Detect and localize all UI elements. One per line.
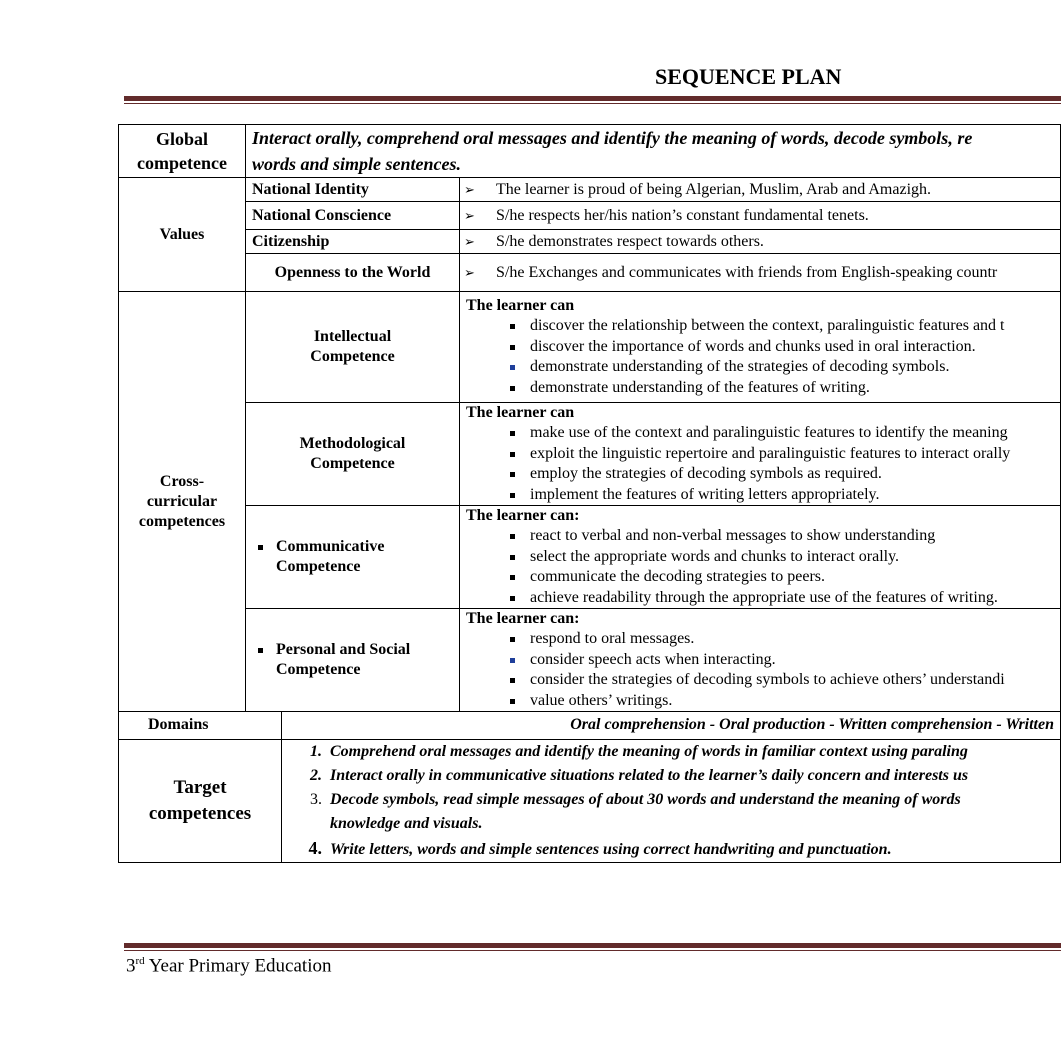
header-rule — [124, 96, 1061, 101]
target-row — [119, 739, 1061, 862]
learner-can-lead: The learner can — [466, 297, 575, 314]
competence-details — [460, 292, 1061, 403]
value-name: National Conscience — [246, 202, 460, 230]
cross-row — [119, 506, 1061, 609]
competence-name — [246, 506, 460, 609]
global-competence-row — [119, 125, 1061, 178]
competence-name: Intellectual Competence — [246, 292, 460, 403]
value-desc: S/he Exchanges and communicates with friends from English-speaking countr — [496, 263, 998, 281]
competence-details — [460, 506, 1061, 609]
list-item: consider speech acts when interacting. — [506, 650, 1054, 671]
domains-target-table — [118, 712, 1061, 863]
list-item: achieve readability through the appropriate use of the features of writing. — [506, 588, 1054, 609]
sequence-plan-table — [118, 124, 1061, 712]
competence-name-text: Communicative Competence — [276, 538, 385, 575]
list-item: discover the relationship between the context, paralinguistic features and t — [506, 316, 1054, 337]
item-number: 3. — [310, 790, 322, 808]
value-desc: The learner is proud of being Algerian, Muslim, Arab and Amazigh. — [496, 180, 932, 198]
competence-details — [460, 609, 1061, 712]
arrow-bullet-icon: ➢ — [464, 264, 475, 280]
item-text: knowledge and visuals. — [330, 814, 483, 832]
list-item: value others’ writings. — [506, 691, 1054, 712]
domains-text: Oral comprehension - Oral production - Written comprehension - Written — [282, 712, 1061, 739]
global-competence-text — [246, 125, 1061, 178]
target-label: Target competences — [119, 739, 282, 862]
target-item — [288, 764, 1054, 788]
value-text — [460, 254, 1061, 292]
footer-text — [126, 955, 1061, 977]
list-item: make use of the context and paralinguistic features to identify the meaning — [506, 423, 1054, 444]
cross-row — [119, 609, 1061, 712]
value-text — [460, 202, 1061, 230]
list-item: demonstrate understanding of the features of writing. — [506, 378, 1054, 399]
header-rule-thin — [124, 103, 1061, 104]
arrow-bullet-icon: ➢ — [464, 181, 475, 197]
footer-rule — [124, 943, 1061, 948]
values-row — [119, 202, 1061, 230]
list-item: consider the strategies of decoding symbols to achieve others’ understandi — [506, 670, 1054, 691]
list-item: demonstrate understanding of the strategies of decoding symbols. — [506, 357, 1054, 378]
global-line-2: words and simple sentences. — [252, 154, 462, 174]
competence-name: Methodological Competence — [246, 403, 460, 506]
value-text — [460, 178, 1061, 202]
competence-details — [460, 403, 1061, 506]
list-item: exploit the linguistic repertoire and paralinguistic features to interact orally — [506, 444, 1054, 465]
cross-curricular-label: Cross-curricular competences — [119, 292, 246, 712]
global-line-1: Interact orally, comprehend oral messages and identify the meaning of words, decode symbols, re — [252, 128, 973, 148]
list-item: respond to oral messages. — [506, 629, 1054, 650]
cross-row — [119, 292, 1061, 403]
item-number: 2. — [310, 766, 322, 784]
footer-suffix: rd — [135, 954, 145, 967]
learner-can-lead: The learner can — [466, 404, 575, 421]
competence-name — [246, 609, 460, 712]
square-bullet-icon — [258, 545, 263, 550]
list-item: select the appropriate words and chunks to interact orally. — [506, 547, 1054, 568]
domains-label: Domains — [119, 712, 282, 739]
value-desc: S/he respects her/his nation’s constant fundamental tenets. — [496, 206, 869, 224]
arrow-bullet-icon: ➢ — [464, 207, 475, 223]
competence-name-text: Personal and Social Competence — [276, 641, 411, 678]
item-text: Write letters, words and simple sentences using correct handwriting and punctuation. — [330, 840, 892, 858]
page-body — [118, 124, 1061, 977]
list-item: employ the strategies of decoding symbols as required. — [506, 464, 1054, 485]
values-row — [119, 230, 1061, 254]
values-label: Values — [119, 178, 246, 292]
list-item: implement the features of writing letters appropriately. — [506, 485, 1054, 506]
square-bullet-icon — [258, 648, 263, 653]
footer — [124, 943, 1061, 977]
value-text — [460, 230, 1061, 254]
value-desc: S/he demonstrates respect towards others. — [496, 232, 764, 250]
value-name: National Identity — [246, 178, 460, 202]
item-number: 1. — [310, 742, 322, 760]
item-text: Comprehend oral messages and identify the meaning of words in familiar context using paraling — [330, 742, 968, 760]
footer-ordinal: 3 — [126, 954, 136, 976]
list-item: discover the importance of words and chunks used in oral interaction. — [506, 337, 1054, 358]
page-title: SEQUENCE PLAN — [655, 64, 842, 89]
cross-row — [119, 403, 1061, 506]
target-list — [282, 739, 1061, 862]
domains-row — [119, 712, 1061, 739]
value-name: Citizenship — [246, 230, 460, 254]
learner-can-lead: The learner can: — [466, 507, 580, 524]
item-text: Decode symbols, read simple messages of about 30 words and understand the meaning of words — [330, 790, 961, 808]
learner-can-lead: The learner can: — [466, 610, 580, 627]
item-number: 4. — [308, 837, 322, 858]
values-row — [119, 178, 1061, 202]
global-competence-label: Global competence — [119, 125, 246, 178]
footer-label: Year Primary Education — [144, 954, 332, 976]
list-item: react to verbal and non-verbal messages to show understanding — [506, 526, 1054, 547]
target-item — [288, 836, 1054, 862]
item-text: Interact orally in communicative situations related to the learner’s daily concern and interests us — [330, 766, 969, 784]
footer-rule-thin — [124, 950, 1061, 951]
arrow-bullet-icon: ➢ — [464, 233, 475, 249]
target-item — [288, 740, 1054, 764]
target-item — [288, 788, 1054, 812]
value-name: Openness to the World — [246, 254, 460, 292]
list-item: communicate the decoding strategies to peers. — [506, 567, 1054, 588]
target-item — [288, 812, 1054, 836]
values-row — [119, 254, 1061, 292]
